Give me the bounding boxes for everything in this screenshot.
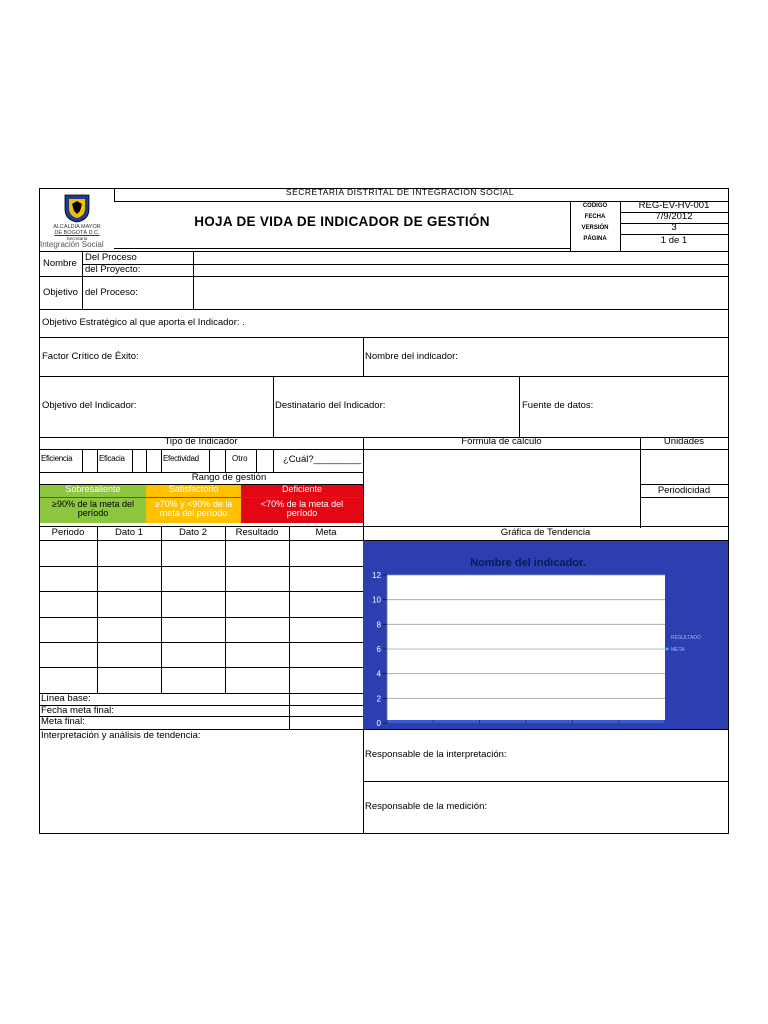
col-resultado: Resultado bbox=[235, 527, 279, 538]
coat-of-arms-icon bbox=[63, 193, 91, 223]
row-divider bbox=[363, 781, 729, 782]
unidades-heading: Unidades bbox=[663, 436, 705, 447]
interpretacion-field[interactable] bbox=[40, 743, 362, 833]
label-objetivo-estrategico: Objetivo Estratégico al que aporta el Indicador: . bbox=[42, 317, 245, 328]
legend-label-resultado: RESULTADO bbox=[671, 635, 701, 641]
label-fuente: Fuente de datos: bbox=[522, 400, 594, 411]
rango-satisfactorio-desc: ≥70% y <90% de la meta del período bbox=[154, 499, 233, 519]
logo-line-3: Secretaría bbox=[66, 236, 88, 241]
legend-label-meta: META bbox=[671, 647, 685, 653]
meta-label-pagina: PÁGINA bbox=[583, 236, 607, 242]
rango-sobresaliente bbox=[40, 485, 146, 497]
table-row-line bbox=[39, 566, 363, 567]
row-divider bbox=[39, 376, 729, 377]
label-responsable-interpretacion: Responsable de la interpretación: bbox=[365, 749, 507, 760]
rango-deficiente-label: Deficiente bbox=[281, 484, 323, 494]
table-row-line bbox=[39, 667, 363, 668]
tipo-divider bbox=[132, 449, 133, 472]
table-col-line bbox=[289, 526, 290, 729]
periodicidad-label: Periodicidad bbox=[657, 485, 711, 496]
chart-title: Nombre del indicador. bbox=[470, 557, 586, 569]
y-tick-label: 10 bbox=[372, 595, 381, 605]
row-divider bbox=[82, 251, 83, 309]
logo-bottom-line bbox=[114, 248, 570, 249]
tipo-divider bbox=[97, 449, 98, 472]
meta-label-fecha: FECHA bbox=[584, 214, 606, 220]
col-dato1: Dato 1 bbox=[115, 527, 143, 538]
col-dato2: Dato 2 bbox=[179, 527, 207, 538]
checkbox-eficiencia[interactable] bbox=[83, 450, 97, 471]
label-objetivo: Objetivo bbox=[43, 287, 78, 298]
objetivo-proceso-field[interactable] bbox=[194, 277, 727, 309]
meta-value-pagina: 1 de 1 bbox=[660, 235, 688, 246]
nombre-proyecto-field[interactable] bbox=[194, 265, 727, 276]
rango-satisfactorio bbox=[146, 485, 241, 497]
table-row-line bbox=[39, 642, 363, 643]
logo bbox=[40, 190, 114, 248]
tipo-divider bbox=[225, 449, 226, 472]
label-nombre-indicador: Nombre del indicador: bbox=[365, 351, 458, 362]
rango-deficiente bbox=[241, 485, 363, 497]
tipo-cual: ¿Cuál?_________ bbox=[283, 454, 362, 465]
trend-chart bbox=[363, 541, 728, 729]
label-destinatario: Destinatario del Indicador: bbox=[275, 400, 386, 411]
rango-deficiente-desc-cell bbox=[241, 497, 363, 523]
tipo-divider bbox=[273, 449, 274, 472]
meta-value-version: 3 bbox=[671, 222, 677, 233]
y-tick-label: 0 bbox=[376, 719, 381, 728]
label-nombre: Nombre bbox=[43, 258, 77, 269]
tipo-eficiencia: Eficiencia bbox=[41, 454, 73, 463]
table-row-line bbox=[39, 617, 363, 618]
tipo-eficacia: Eficacia bbox=[99, 454, 125, 463]
rango-heading: Rango de gestión bbox=[191, 472, 267, 483]
formula-heading: Fórmula de cálculo bbox=[461, 436, 542, 447]
y-tick-label: 12 bbox=[372, 571, 381, 580]
tipo-efectividad: Efectividad bbox=[163, 454, 199, 463]
tipo-otro: Otro bbox=[232, 454, 248, 463]
col-periodo: Periodo bbox=[51, 527, 85, 538]
label-linea-base: Línea base: bbox=[41, 693, 91, 704]
meta-label-codigo: CÓDIGO bbox=[582, 203, 608, 209]
document-title: HOJA DE VIDA DE INDICADOR DE GESTIÓN bbox=[194, 214, 490, 229]
row-divider bbox=[640, 497, 729, 498]
label-responsable-medicion: Responsable de la medición: bbox=[365, 801, 487, 812]
rango-sobresaliente-desc-cell bbox=[40, 497, 146, 523]
meta-value-fecha: 7/9/2012 bbox=[655, 211, 693, 222]
y-tick-label: 4 bbox=[376, 669, 381, 679]
label-del-proyecto: del Proyecto: bbox=[85, 264, 141, 275]
checkbox-eficacia[interactable] bbox=[147, 450, 161, 471]
row-divider bbox=[363, 337, 364, 376]
rango-satisfactorio-desc-cell bbox=[146, 497, 241, 523]
row-divider bbox=[273, 376, 274, 437]
meta-value-codigo: REG-EV-HV-001 bbox=[638, 200, 710, 211]
y-tick-label: 2 bbox=[376, 694, 381, 704]
grafica-heading: Gráfica de Tendencia bbox=[500, 527, 591, 538]
unidades-field[interactable] bbox=[641, 450, 728, 484]
checkbox-otro[interactable] bbox=[257, 450, 273, 471]
y-tick-label: 8 bbox=[376, 620, 381, 630]
checkbox-efectividad[interactable] bbox=[210, 450, 225, 471]
rango-deficiente-desc: <70% de la meta del período bbox=[260, 499, 344, 519]
table-row-line bbox=[39, 591, 363, 592]
tipo-divider bbox=[161, 449, 162, 472]
logo-line-1: ALCALDÍA MAYOR bbox=[53, 224, 101, 230]
legend-marker-meta bbox=[666, 648, 669, 651]
logo-line-2: DE BOGOTÁ D.C. bbox=[54, 230, 100, 236]
label-fecha-meta-final: Fecha meta final: bbox=[41, 705, 114, 716]
label-objetivo-indicador: Objetivo del Indicador: bbox=[42, 400, 137, 411]
label-objetivo-proceso: del Proceso: bbox=[85, 287, 138, 298]
row-divider bbox=[39, 309, 729, 310]
label-factor-critico: Factor Crítico de Éxito: bbox=[42, 351, 139, 362]
col-meta: Meta bbox=[315, 527, 337, 538]
rango-sobresaliente-label: Sobresaliente bbox=[65, 484, 121, 494]
meta-label-version: VERSIÓN bbox=[581, 225, 609, 231]
tipo-heading: Tipo de Indicador bbox=[164, 436, 238, 447]
logo-divider bbox=[114, 189, 115, 202]
legend-marker-resultado bbox=[666, 635, 669, 639]
org-name: SECRETARÍA DISTRITAL DE INTEGRACIÓN SOCIAL bbox=[285, 187, 515, 197]
logo-line-4: Integración Social bbox=[40, 240, 104, 249]
row-divider bbox=[39, 337, 729, 338]
rango-sobresaliente-desc: ≥90% de la meta del período bbox=[52, 499, 134, 519]
nombre-proceso-field[interactable] bbox=[194, 252, 727, 264]
label-interpretacion: Interpretación y análisis de tendencia: bbox=[41, 730, 201, 741]
y-tick-label: 6 bbox=[376, 645, 381, 654]
label-meta-final: Meta final: bbox=[41, 716, 85, 727]
formula-field[interactable] bbox=[364, 450, 640, 527]
rango-satisfactorio-label: Satisfactorio bbox=[168, 484, 219, 494]
row-divider bbox=[519, 376, 520, 437]
label-del-proceso: Del Proceso bbox=[85, 252, 137, 263]
